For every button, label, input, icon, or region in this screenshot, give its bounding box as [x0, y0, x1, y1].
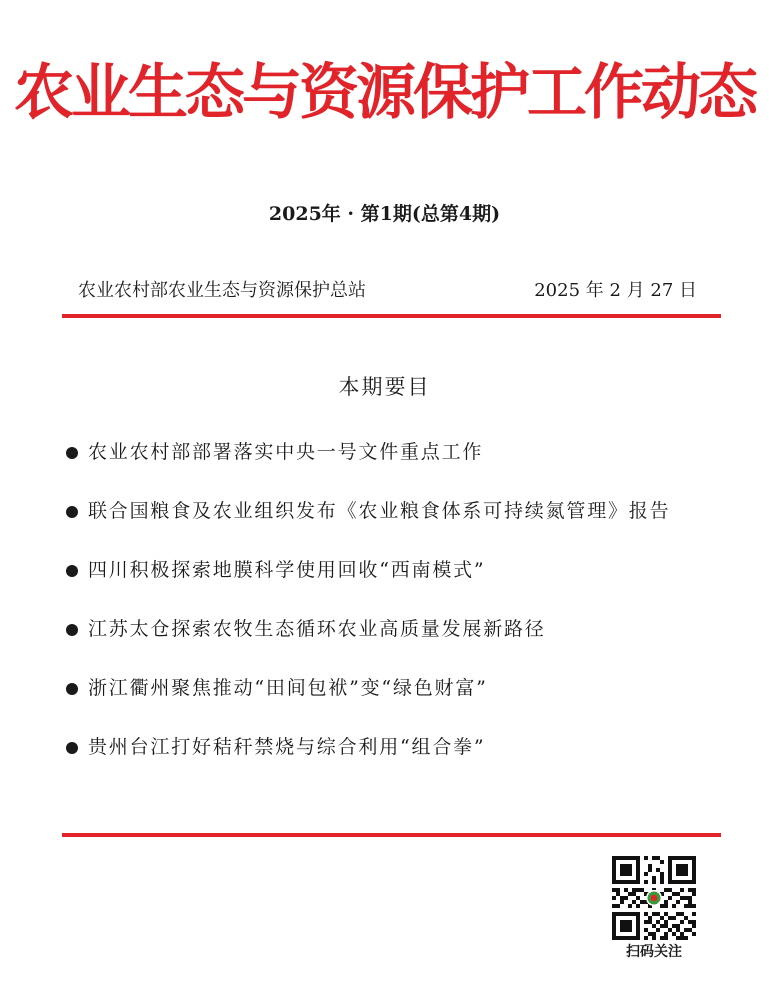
bullet-icon	[66, 683, 78, 695]
bullet-icon	[66, 506, 78, 518]
bullet-icon	[66, 565, 78, 577]
toc-item-label: 农业农村部部署落实中央一号文件重点工作	[88, 441, 484, 463]
top-red-rule	[62, 314, 721, 318]
toc-item[interactable]	[66, 614, 726, 673]
bottom-red-rule	[62, 833, 721, 837]
publisher-name: 农业农村部农业生态与资源保护总站	[78, 280, 366, 301]
toc-item[interactable]	[66, 555, 726, 614]
toc-item[interactable]	[66, 496, 726, 555]
publication-date: 2025 年 2 月 27 日	[534, 280, 697, 301]
toc-title: 本期要目	[338, 375, 431, 399]
toc-item-label: 联合国粮食及农业组织发布《农业粮食体系可持续氮管理》报告	[88, 500, 671, 522]
issue-number: 2025年 · 第1期(总第4期)	[268, 203, 501, 225]
toc-item[interactable]	[66, 673, 726, 732]
toc-item-label: 四川积极探索地膜科学使用回收“西南模式”	[88, 559, 486, 581]
toc-list	[66, 437, 726, 791]
bullet-icon	[66, 742, 78, 754]
qr-code-icon[interactable]	[612, 856, 696, 940]
toc-item[interactable]	[66, 732, 726, 791]
toc-item[interactable]	[66, 437, 726, 496]
toc-item-label: 浙江衢州聚焦推动“田间包袱”变“绿色财富”	[88, 677, 488, 699]
bullet-icon	[66, 447, 78, 459]
qr-caption: 扫码关注	[626, 944, 682, 960]
publication-title: 农业生态与资源保护工作动态	[14, 58, 755, 128]
bullet-icon	[66, 624, 78, 636]
qr-block	[612, 856, 696, 962]
toc-item-label: 贵州台江打好秸秆禁烧与综合利用“组合拳”	[88, 736, 486, 758]
toc-item-label: 江苏太仓探索农牧生态循环农业高质量发展新路径	[88, 618, 546, 640]
